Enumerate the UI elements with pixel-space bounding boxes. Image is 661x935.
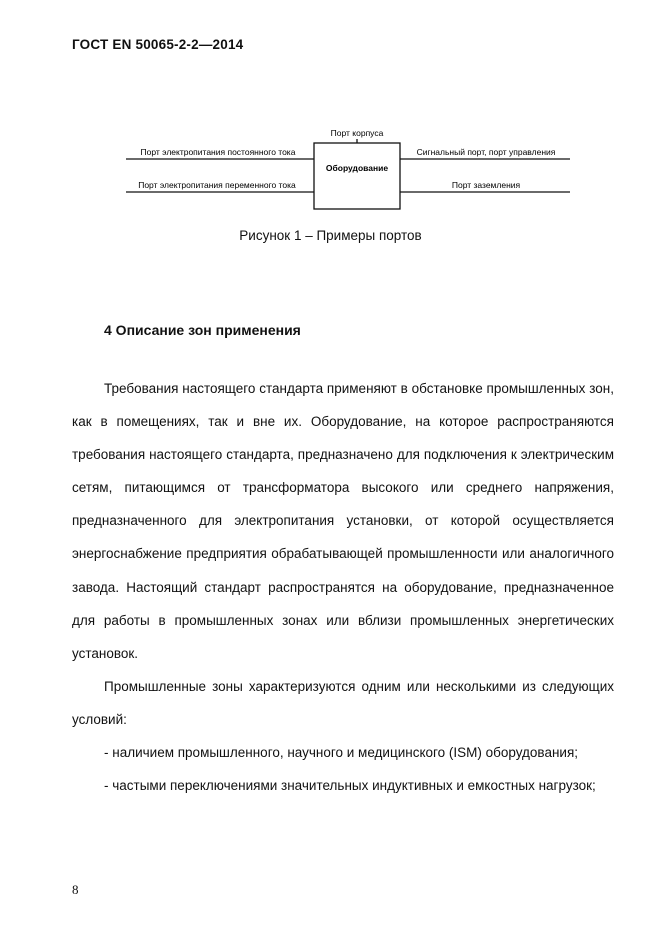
- left-bottom-label: Порт электропитания переменного тока: [138, 180, 296, 190]
- ports-diagram: [0, 0, 661, 260]
- list-item-1: - наличием промышленного, научного и медицинского (ISM) оборудования;: [104, 745, 579, 761]
- top-port-label: Порт корпуса: [330, 128, 384, 138]
- equipment-box-label: Оборудование: [325, 163, 389, 173]
- equipment-box: [314, 143, 400, 209]
- figure-caption: Рисунок 1 – Примеры портов: [239, 228, 422, 243]
- section-heading: 4 Описание зон применения: [104, 322, 301, 338]
- left-top-label: Порт электропитания постоянного тока: [140, 147, 296, 157]
- paragraph-2: Промышленные зоны характеризуются одним или несколькими из следующих условий:: [72, 678, 614, 727]
- paragraph-1: Требования настоящего стандарта применяют в обстановке промышленных зон, как в помещениях, так и вне их. Оборудование, на которое распространяются требования настоящего стандарта, предназначено для подключения к электрическим сетям, питающимся от трансформатора высокого или среднего напряжения, предназначенного для электропитания установки, от которой осуществляется энергоснабжение предприятия обрабатывающей промышленности или аналогичного завода. Настоящий стандарт распространятся на оборудование, предназначенное для работы в промышленных зонах или вблизи промышленных энергетических установок.: [72, 381, 614, 661]
- body-text: [72, 372, 614, 802]
- page-number: 8: [72, 882, 79, 897]
- list-item-2: - частыми переключениями значительных индуктивных и емкостных нагрузок;: [104, 778, 596, 794]
- document-header: ГОСТ EN 50065-2-2—2014: [72, 37, 244, 52]
- right-bottom-label: Порт заземления: [451, 180, 521, 190]
- right-top-label: Сигнальный порт, порт управления: [416, 147, 556, 157]
